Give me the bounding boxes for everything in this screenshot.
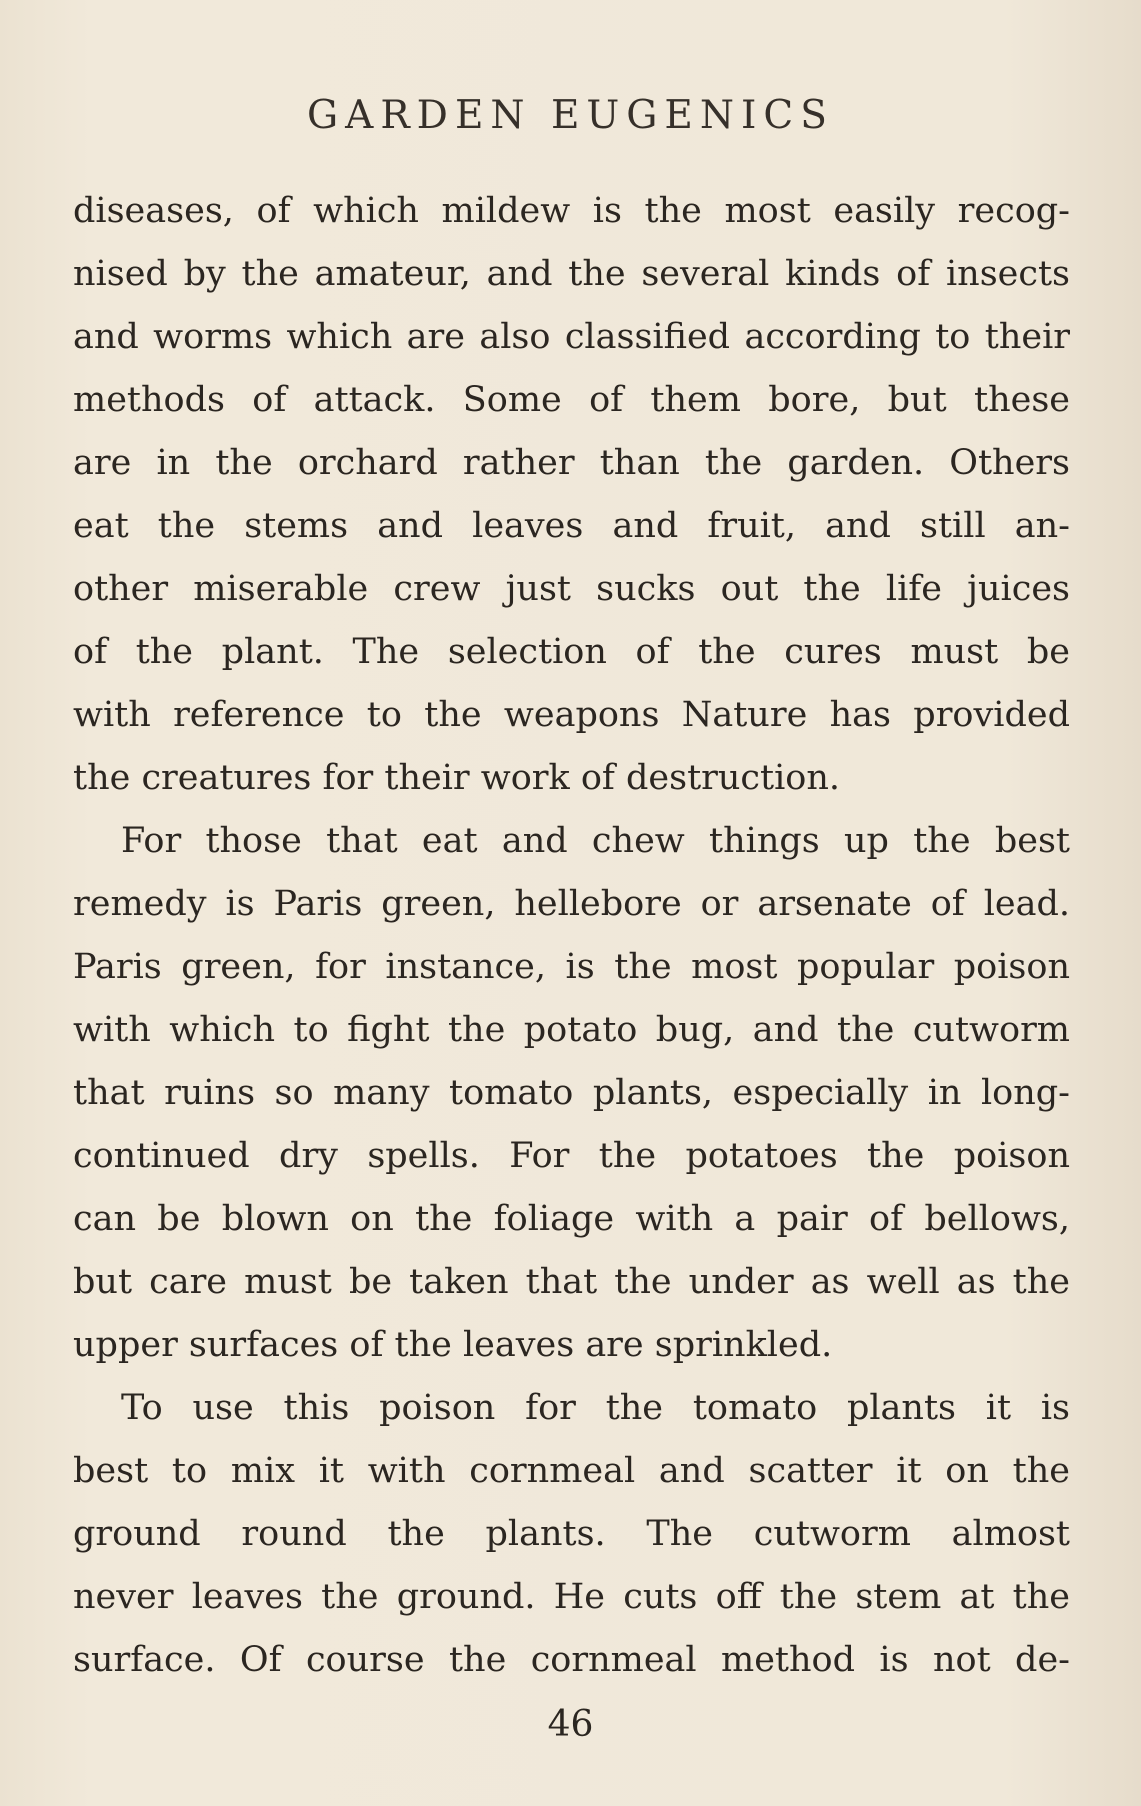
text-line: that ruins so many tomato plants, especially in long- (73, 1073, 1070, 1113)
text-line: methods of attack. Some of them bore, but these (73, 380, 1070, 420)
text-line: other miserable crew just sucks out the life juices (73, 569, 1070, 609)
body-text (73, 180, 1070, 1692)
text-line: but care must be taken that the under as well as the (73, 1262, 1070, 1302)
paragraph-first-line: For those that eat and chew things up the best (121, 821, 1070, 861)
text-line: eat the stems and leaves and fruit, and still an- (73, 506, 1070, 546)
page-number: 46 (547, 1704, 594, 1745)
text-line: the creatures for their work of destruction. (73, 758, 841, 798)
text-line: nised by the amateur, and the several kinds of insects (73, 254, 1070, 294)
text-line: upper surfaces of the leaves are sprinkled. (73, 1325, 833, 1365)
text-line: with which to fight the potato bug, and the cutworm (73, 1010, 1070, 1050)
text-line: can be blown on the foliage with a pair of bellows, (73, 1199, 1070, 1239)
paragraph-first-line: To use this poison for the tomato plants it is (121, 1388, 1070, 1428)
text-line: surface. Of course the cornmeal method is not de- (73, 1640, 1070, 1680)
text-line: ground round the plants. The cutworm almost (73, 1514, 1070, 1554)
text-line: and worms which are also classified according to their (73, 317, 1070, 357)
text-line: Paris green, for instance, is the most popular poison (73, 947, 1070, 987)
text-line: diseases, of which mildew is the most easily recog- (73, 191, 1070, 231)
running-head: GARDEN EUGENICS (307, 93, 834, 138)
text-line: with reference to the weapons Nature has provided (73, 695, 1070, 735)
text-line: best to mix it with cornmeal and scatter it on the (73, 1451, 1070, 1491)
text-line: of the plant. The selection of the cures must be (73, 632, 1070, 672)
text-line: never leaves the ground. He cuts off the stem at the (73, 1577, 1070, 1617)
text-line: are in the orchard rather than the garden. Others (73, 443, 1070, 483)
text-line: remedy is Paris green, hellebore or arsenate of lead. (73, 884, 1070, 924)
text-line: continued dry spells. For the potatoes the poison (73, 1136, 1070, 1176)
